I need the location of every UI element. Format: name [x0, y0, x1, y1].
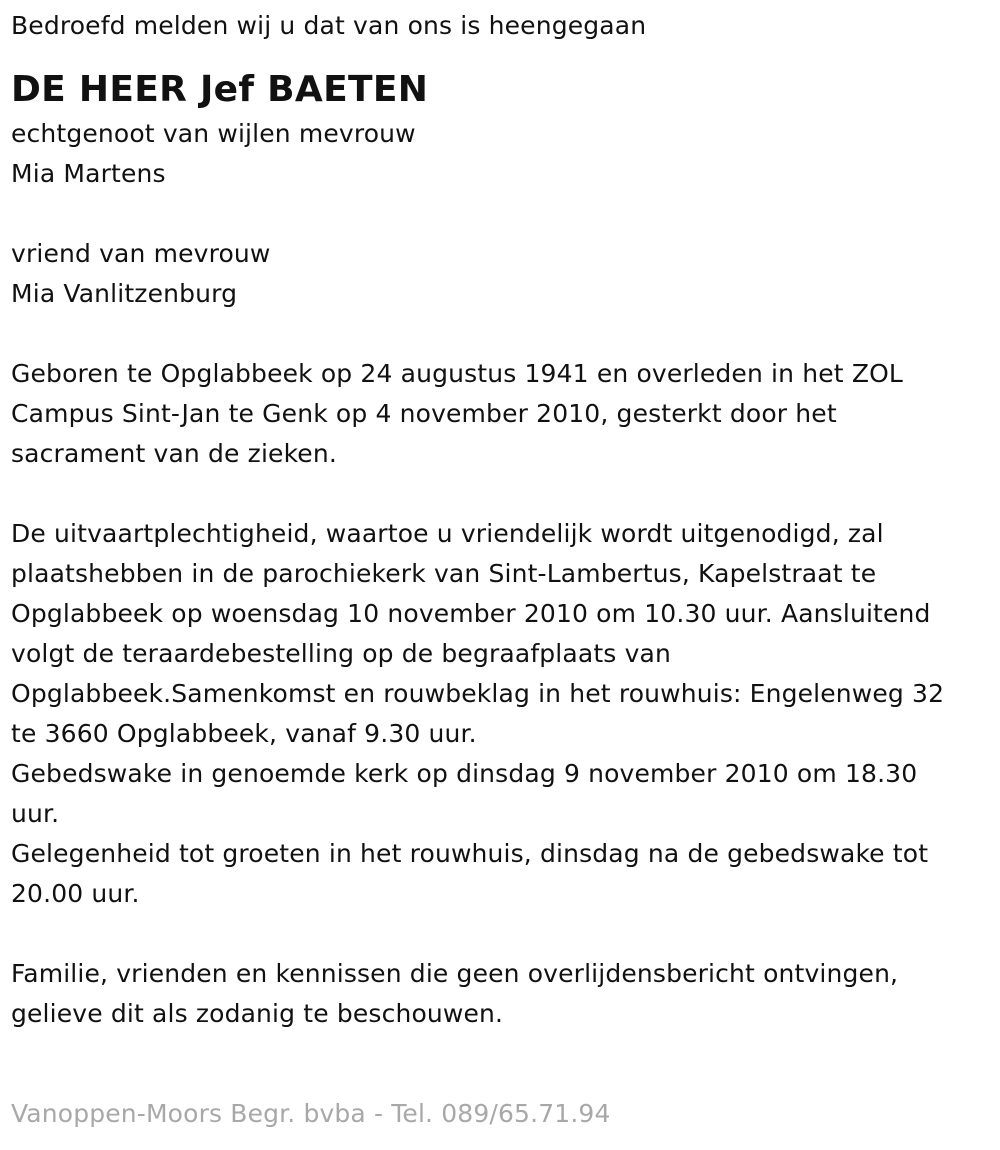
- spacer: [11, 914, 993, 954]
- paragraph-line: plaatshebben in de parochiekerk van Sint-Lambertus, Kapelstraat te: [11, 559, 877, 588]
- spacer: [11, 194, 993, 234]
- paragraph-line: Opglabbeek op woensdag 10 november 2010 om 10.30 uur. Aansluitend: [11, 599, 931, 628]
- deceased-name: DE HEER Jef BAETEN: [11, 69, 429, 110]
- paragraph-line: Geboren te Opglabbeek op 24 augustus 1941 en overleden in het ZOL: [11, 359, 904, 388]
- funeral-home-footer: Vanoppen-Moors Begr. bvba - Tel. 089/65.71.94: [11, 1099, 611, 1128]
- paragraph-line: Gelegenheid tot groeten in het rouwhuis, dinsdag na de gebedswake tot: [11, 839, 929, 868]
- spacer: [11, 474, 993, 514]
- paragraph-line: Campus Sint-Jan te Genk op 4 november 2010, gesterkt door het: [11, 399, 837, 428]
- friend-name: Mia Vanlitzenburg: [11, 279, 238, 308]
- paragraph-line: gelieve dit als zodanig te beschouwen.: [11, 999, 504, 1028]
- friend-block: [11, 234, 993, 314]
- paragraph-line: te 3660 Opglabbeek, vanaf 9.30 uur.: [11, 719, 477, 748]
- obituary-notice: [11, 6, 993, 1034]
- paragraph-line: Gebedswake in genoemde kerk op dinsdag 9 november 2010 om 18.30: [11, 759, 918, 788]
- birth-death-paragraph: [11, 354, 993, 474]
- spacer: [11, 314, 993, 354]
- paragraph-line: De uitvaartplechtigheid, waartoe u vriendelijk wordt uitgenodigd, zal: [11, 519, 884, 548]
- intro-text: Bedroefd melden wij u dat van ons is heengegaan: [11, 11, 647, 40]
- spouse-block: [11, 114, 993, 194]
- paragraph-line: Familie, vrienden en kennissen die geen overlijdensbericht ontvingen,: [11, 959, 899, 988]
- closing-paragraph: [11, 954, 993, 1034]
- paragraph-line: Opglabbeek.Samenkomst en rouwbeklag in het rouwhuis: Engelenweg 32: [11, 679, 945, 708]
- paragraph-line: sacrament van de zieken.: [11, 439, 337, 468]
- paragraph-line: 20.00 uur.: [11, 879, 140, 908]
- friend-line: vriend van mevrouw: [11, 239, 271, 268]
- paragraph-line: uur.: [11, 799, 60, 828]
- spouse-line: echtgenoot van wijlen mevrouw: [11, 119, 416, 148]
- funeral-paragraph: [11, 514, 993, 914]
- spouse-name: Mia Martens: [11, 159, 166, 188]
- paragraph-line: volgt de teraardebestelling op de begraafplaats van: [11, 639, 671, 668]
